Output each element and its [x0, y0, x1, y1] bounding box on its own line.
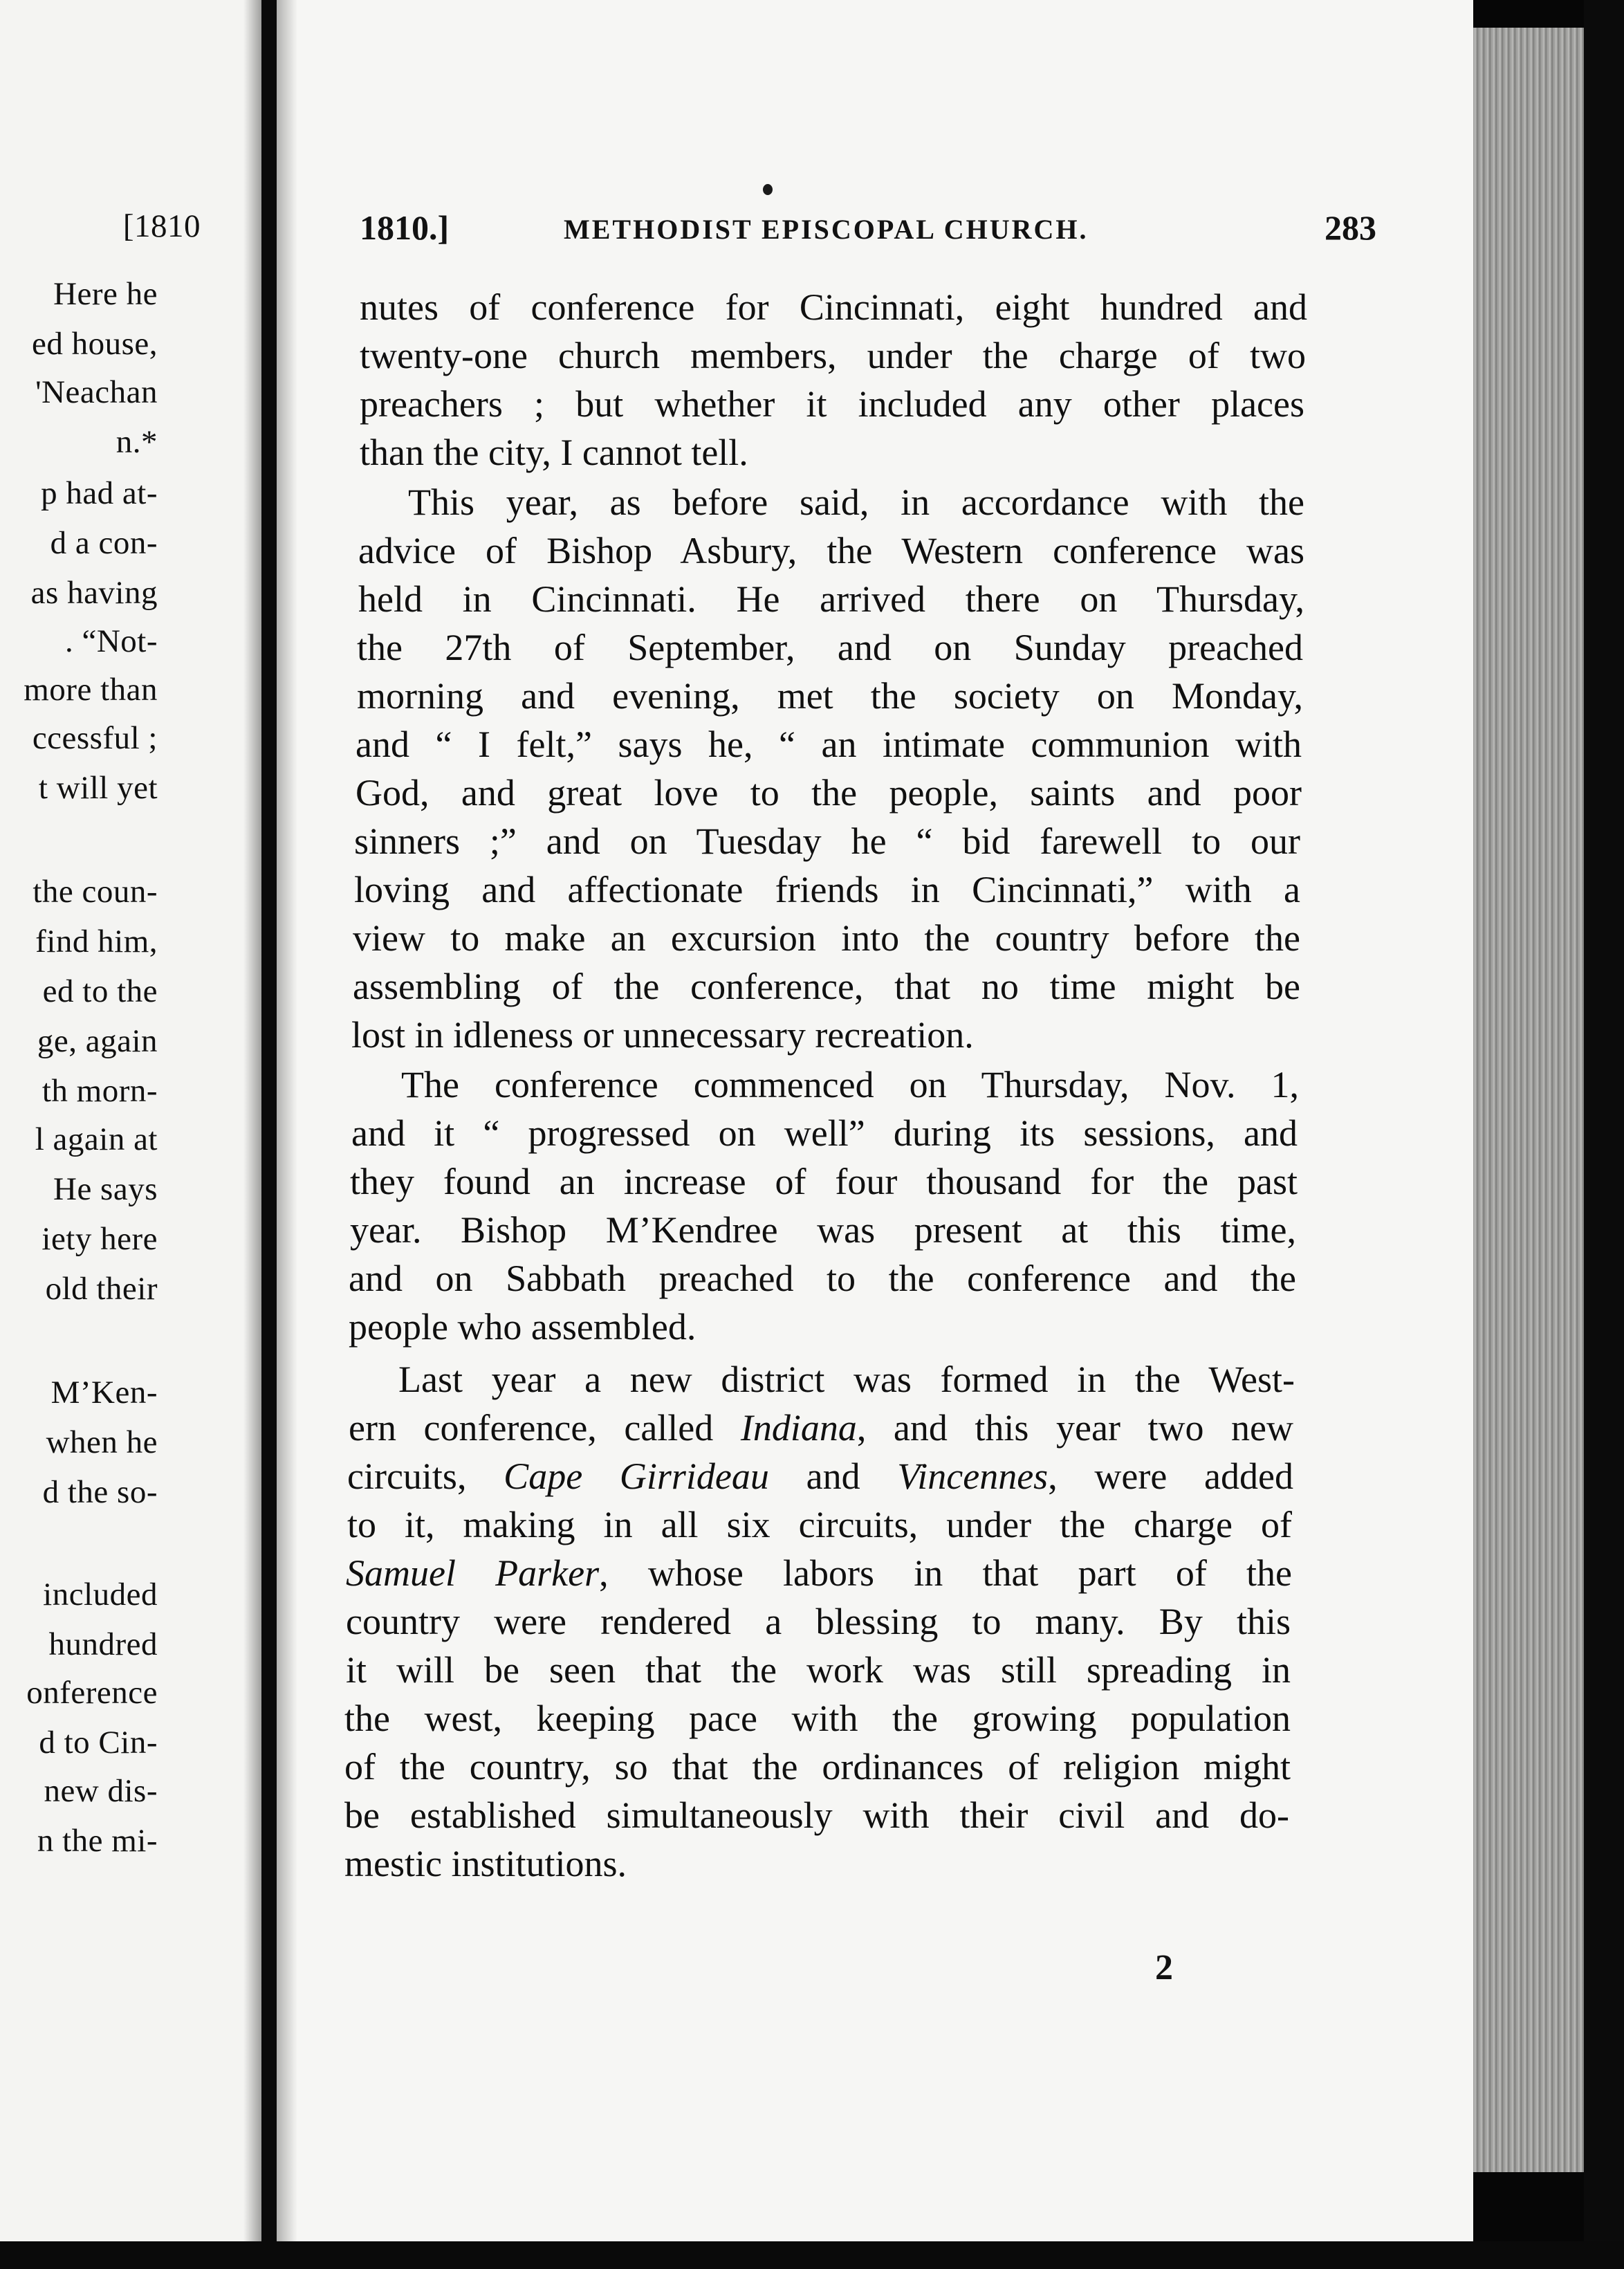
- left-line: new dis-: [44, 1773, 158, 1809]
- left-page-header: [1810: [122, 208, 201, 244]
- background-edge: [1584, 0, 1624, 2269]
- left-line: p had at-: [41, 475, 158, 511]
- left-line: ed to the: [42, 973, 158, 1009]
- text-line: Last year a new district was formed in the West-: [398, 1359, 1295, 1400]
- text-line: morning and evening, met the society on Monday,: [357, 675, 1303, 717]
- text-line: the west, keeping pace with the growing population: [344, 1698, 1291, 1739]
- left-line: Here he: [53, 276, 158, 312]
- left-page: [0, 0, 261, 2241]
- right-page: [277, 0, 1473, 2269]
- left-line: hundred: [48, 1626, 158, 1662]
- header-year: 1810.]: [360, 208, 450, 247]
- text-line: Samuel Parker, whose labors in that part of the: [346, 1552, 1292, 1594]
- left-line: iety here: [41, 1221, 158, 1257]
- gutter-shadow: [243, 0, 261, 2241]
- left-line: old their: [45, 1271, 158, 1307]
- text-line: of the country, so that the ordinances of religion might: [344, 1746, 1291, 1788]
- left-line: as having: [30, 575, 158, 611]
- text-line: loving and affectionate friends in Cincinnati,” with a: [354, 869, 1300, 910]
- text-line: country were rendered a blessing to many. By this: [346, 1601, 1291, 1642]
- text-line: advice of Bishop Asbury, the Western conference was: [358, 530, 1304, 571]
- text-line: preachers ; but whether it included any other places: [360, 383, 1304, 425]
- left-line: n.*: [116, 424, 158, 460]
- left-line: 'Neachan: [35, 374, 158, 410]
- left-line: M’Ken-: [50, 1375, 158, 1411]
- page-fore-edge: [1473, 28, 1584, 2172]
- text-line: year. Bishop M’Kendree was present at this time,: [350, 1209, 1296, 1251]
- text-line: The conference commenced on Thursday, Nov. 1,: [401, 1064, 1299, 1105]
- text-line: ern conference, called Indiana, and this year two new: [349, 1407, 1293, 1449]
- text-line: circuits, Cape Girrideau and Vincennes, were added: [347, 1455, 1293, 1497]
- page-number: 283: [1325, 208, 1376, 247]
- text-line: God, and great love to the people, saints and poor: [356, 772, 1302, 814]
- text-line: nutes of conference for Cincinnati, eight hundred and: [360, 286, 1307, 328]
- left-line: the coun-: [33, 874, 158, 910]
- left-line: . “Not-: [64, 623, 158, 659]
- left-line: th morn-: [41, 1073, 158, 1109]
- text-line: This year, as before said, in accordance with the: [408, 481, 1304, 523]
- text-line: and “ I felt,” says he, “ an intimate communion with: [356, 724, 1302, 765]
- left-line: ccessful ;: [32, 720, 158, 756]
- text-line: held in Cincinnati. He arrived there on Thursday,: [358, 578, 1304, 620]
- left-line: when he: [46, 1424, 158, 1460]
- running-header: [360, 208, 1376, 256]
- text-line: the 27th of September, and on Sunday preached: [357, 627, 1303, 668]
- text-line: and it “ progressed on well” during its sessions, and: [351, 1112, 1298, 1154]
- signature-mark: 2: [1155, 1948, 1173, 1987]
- text-line: assembling of the conference, that no time might be: [353, 966, 1300, 1007]
- left-line: more than: [24, 672, 158, 708]
- left-line: l again at: [35, 1121, 158, 1157]
- text-line: it will be seen that the work was still spreading in: [346, 1649, 1291, 1691]
- text-line: be established simultaneously with their civil and do-: [344, 1794, 1289, 1836]
- text-line: they found an increase of four thousand for the past: [350, 1161, 1298, 1202]
- text-line: than the city, I cannot tell.: [360, 432, 748, 473]
- left-line: n the mi-: [37, 1823, 158, 1859]
- text-line: view to make an excursion into the country before the: [353, 917, 1300, 959]
- left-line: find him,: [35, 924, 158, 959]
- text-line: lost in idleness or unnecessary recreation.: [351, 1014, 974, 1056]
- text-line: to it, making in all six circuits, under the charge of: [347, 1504, 1292, 1545]
- left-line: ge, again: [37, 1023, 158, 1059]
- inner-shadow: [277, 0, 297, 2269]
- left-line: d the so-: [42, 1474, 158, 1510]
- text-line: people who assembled.: [349, 1306, 696, 1348]
- background-bottom: [0, 2241, 1624, 2269]
- left-line: ed house,: [31, 326, 158, 362]
- left-line: onference: [26, 1675, 158, 1711]
- running-title: METHODIST EPISCOPAL CHURCH.: [564, 214, 1089, 245]
- text-line: twenty-one church members, under the charge of two: [360, 335, 1306, 376]
- left-line: t will yet: [38, 770, 158, 806]
- left-line: d to Cin-: [39, 1725, 158, 1761]
- text-line: mestic institutions.: [344, 1843, 627, 1884]
- book-spine: [261, 0, 277, 2269]
- text-line: sinners ;” and on Tuesday he “ bid farewell to our: [354, 820, 1300, 862]
- left-line: He says: [53, 1171, 158, 1207]
- text-line: and on Sabbath preached to the conference and the: [349, 1258, 1296, 1299]
- left-line: d a con-: [50, 525, 158, 561]
- ink-dot: [763, 184, 773, 195]
- left-line: included: [43, 1577, 158, 1613]
